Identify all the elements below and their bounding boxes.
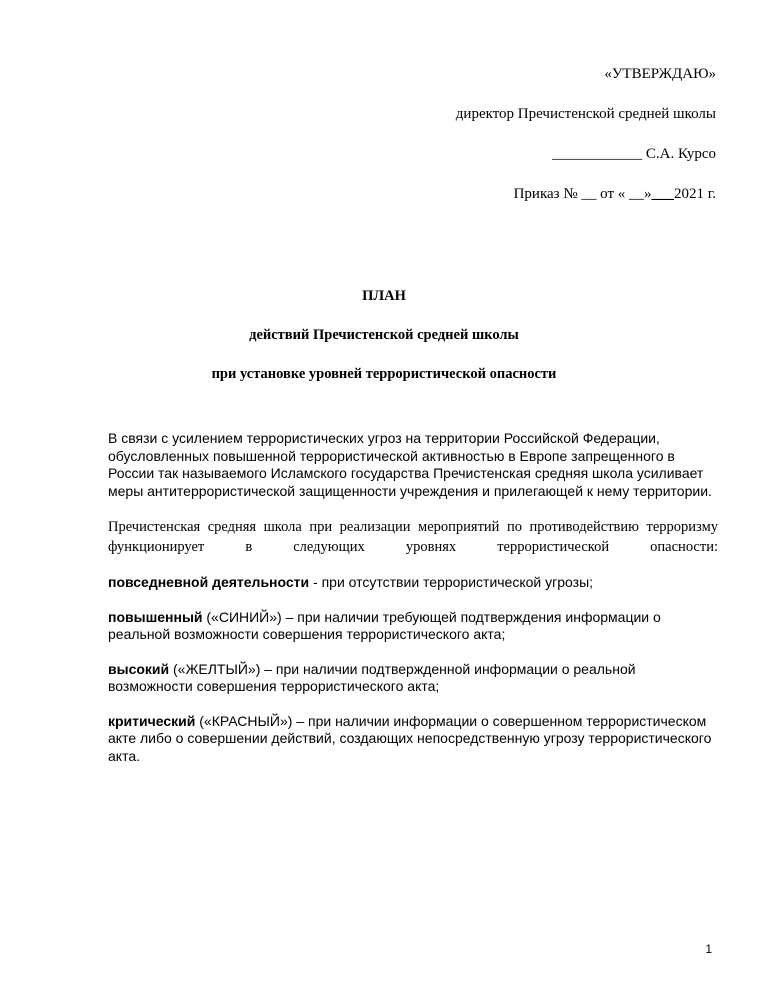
- approval-heading: «УТВЕРЖДАЮ»: [604, 66, 716, 82]
- level-item: [108, 661, 718, 696]
- levels-intro-paragraph: Пречистенская средняя школа при реализации мероприятий по противодействию терроризму функционирует в следующих уровнях террористической опасности:: [108, 519, 718, 555]
- level-name: повседневной деятельности: [108, 574, 310, 590]
- signature-blank: ____________: [552, 146, 643, 162]
- level-name: критический: [108, 712, 196, 729]
- order-blank: ___: [651, 186, 675, 202]
- level-item: [108, 574, 718, 592]
- level-item: [108, 609, 718, 644]
- title-line-1: действий Пречистенской средней школы: [249, 327, 519, 343]
- level-description: («КРАСНЫЙ») – при наличии информации о совершенном террористическом акте либо о совершении действий, создающих непосредственную угрозу террористического акта.: [108, 712, 712, 764]
- level-item: [108, 713, 718, 766]
- title-main: ПЛАН: [362, 288, 406, 304]
- level-description: - при отсутствии террористической угрозы;: [309, 574, 594, 590]
- intro-paragraph: В связи с усилением террористических угроз на территории Российской Федерации, обусловленных повышенной террористической активностью в Европе запрещенного в России так называемого Исламского государства Пречистенская средняя школа усиливает меры антитеррористической защищенности учреждения и прилегающей к нему территории.: [108, 430, 712, 499]
- approval-block: [456, 64, 716, 224]
- order-year: 2021 г.: [674, 186, 716, 202]
- approval-order: [456, 184, 716, 204]
- document-title: [0, 288, 768, 383]
- level-name: высокий: [108, 660, 170, 677]
- level-description: («ЖЕЛТЫЙ») – при наличии подтвержденной информации о реальной возможности совершения террористического акта;: [108, 660, 636, 694]
- order-prefix: Приказ № __ от « __»: [513, 186, 652, 202]
- level-description: («СИНИЙ») – при наличии требующей подтверждения информации о реальной возможности совершения террористического акта;: [108, 608, 661, 642]
- approval-signature: [456, 144, 716, 164]
- approval-position: директор Пречистенской средней школы: [455, 106, 716, 122]
- title-line-2: при установке уровней террористической опасности: [211, 366, 557, 382]
- page-number: 1: [705, 942, 712, 956]
- signature-name: С.А. Курсо: [642, 146, 716, 162]
- document-body: [108, 430, 718, 782]
- level-name: повышенный: [108, 608, 203, 625]
